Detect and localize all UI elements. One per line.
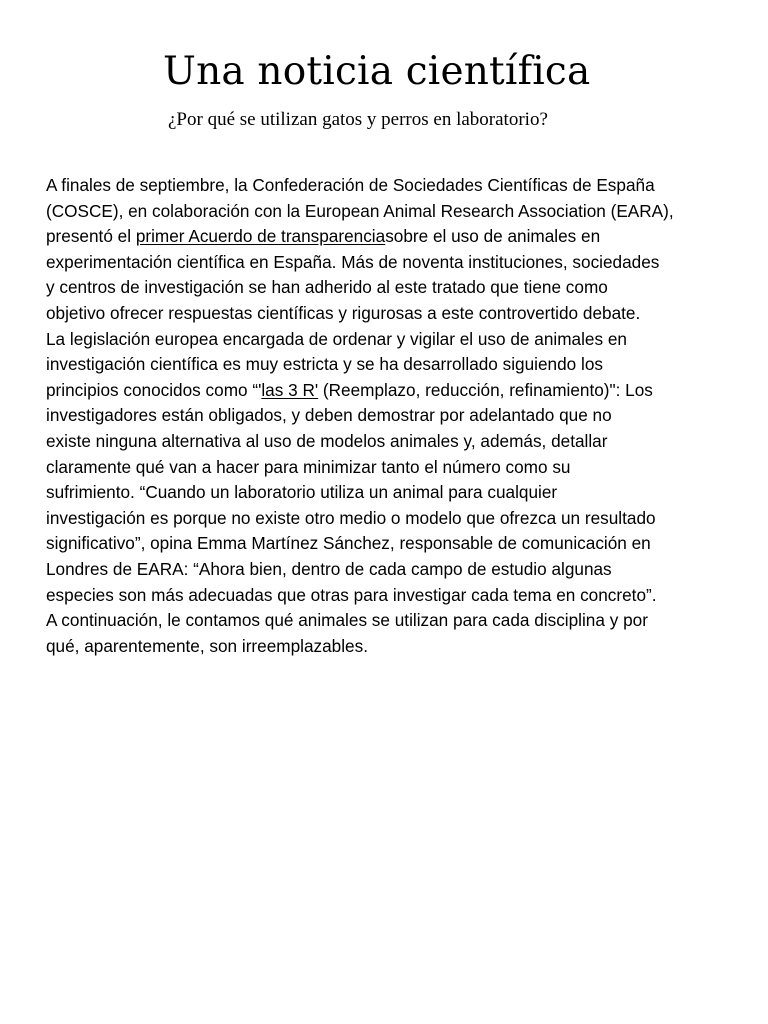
body-text-segment: principios conocidos como “' <box>46 379 262 400</box>
body-text-segment: sobre el uso de animales en <box>385 226 601 247</box>
body-text-segment: presentó el <box>46 226 136 247</box>
body-line <box>46 352 736 378</box>
body-line <box>46 199 736 225</box>
body-text-segment: La legislación europea encargada de ordenar y vigilar el uso de animales en <box>46 328 627 349</box>
body-line <box>46 634 736 660</box>
body-line <box>46 531 736 557</box>
body-text-segment: claramente qué van a hacer para minimizar tanto el número como su <box>46 456 571 477</box>
body-text-segment: especies son más adecuadas que otras para investigar cada tema en concreto”. <box>46 584 657 605</box>
article-body <box>46 173 736 659</box>
body-text-segment: investigación es porque no existe otro medio o modelo que ofrezca un resultado <box>46 507 656 528</box>
body-line <box>46 301 736 327</box>
body-line <box>46 403 736 429</box>
body-text-segment: qué, aparentemente, son irreemplazables. <box>46 635 368 656</box>
body-line <box>46 327 736 353</box>
body-text-segment: existe ninguna alternativa al uso de modelos animales y, además, detallar <box>46 430 608 451</box>
body-text-segment: sufrimiento. “Cuando un laboratorio utiliza un animal para cualquier <box>46 482 558 503</box>
body-text-segment: investigadores están obligados, y deben demostrar por adelantado que no <box>46 405 612 426</box>
page-subtitle: ¿Por qué se utilizan gatos y perros en laboratorio? <box>168 109 548 130</box>
inline-link[interactable]: primer Acuerdo de transparencia <box>135 226 386 247</box>
body-text-segment: investigación científica es muy estricta y se ha desarrollado siguiendo los <box>46 354 603 375</box>
body-line <box>46 224 736 250</box>
body-line <box>46 506 736 532</box>
body-line <box>46 480 736 506</box>
body-line <box>46 455 736 481</box>
body-line <box>46 557 736 583</box>
body-text-segment: significativo”, opina Emma Martínez Sánchez, responsable de comunicación en <box>46 533 651 554</box>
body-line <box>46 429 736 455</box>
body-text-segment: A finales de septiembre, la Confederación de Sociedades Científicas de España <box>46 175 655 195</box>
body-text-segment: A continuación, le contamos qué animales se utilizan para cada disciplina y por <box>46 610 648 631</box>
body-text-segment: experimentación científica en España. Más de noventa instituciones, sociedades <box>46 251 660 272</box>
body-text-segment: (Reemplazo, reducción, refinamiento)": Los <box>318 379 653 400</box>
body-line <box>46 275 736 301</box>
inline-link[interactable]: las 3 R' <box>261 379 319 400</box>
body-line <box>46 173 736 199</box>
body-text-segment: (COSCE), en colaboración con la European Animal Research Association (EARA), <box>46 200 674 221</box>
body-line <box>46 608 736 634</box>
body-line <box>46 583 736 609</box>
body-text-segment: y centros de investigación se han adherido al este tratado que tiene como <box>46 277 608 298</box>
body-text-segment: objetivo ofrecer respuestas científicas y rigurosas a este controvertido debate. <box>46 302 641 323</box>
body-text-segment: Londres de EARA: “Ahora bien, dentro de cada campo de estudio algunas <box>46 558 612 579</box>
body-line <box>46 378 736 404</box>
body-line <box>46 250 736 276</box>
page-title: Una noticia científica <box>163 49 591 94</box>
